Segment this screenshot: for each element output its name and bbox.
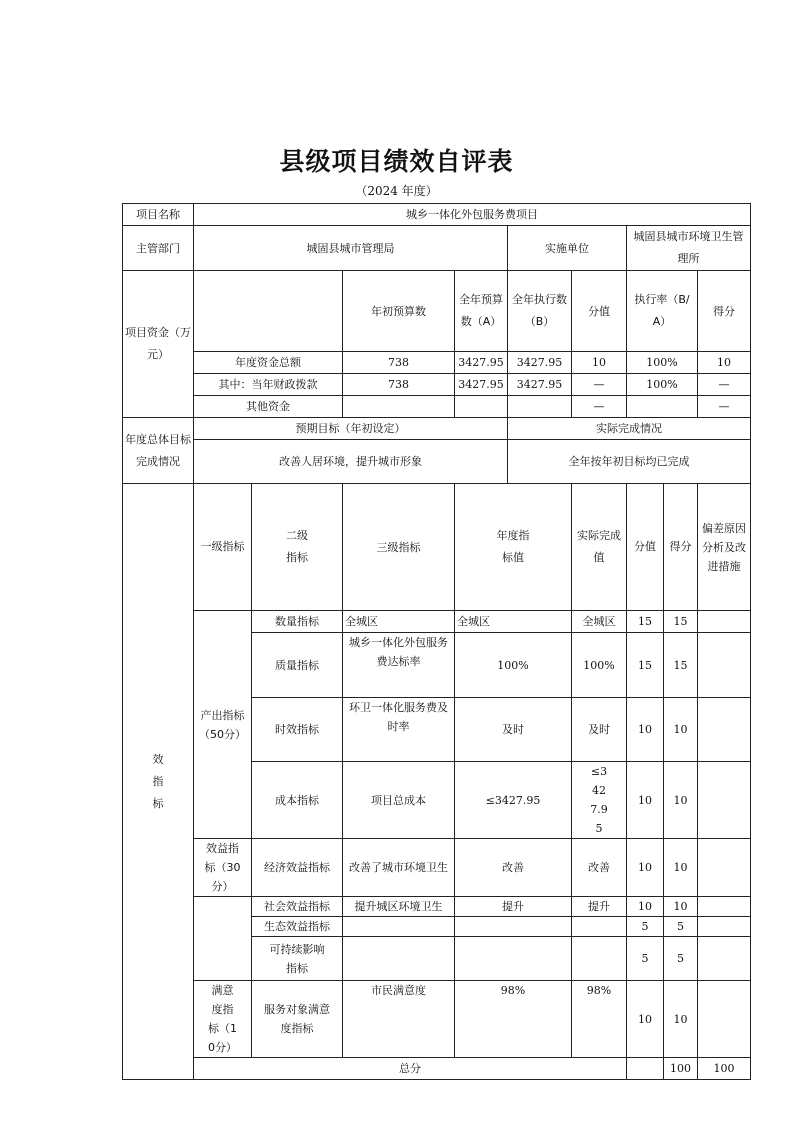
fund-row: 年度资金总额 738 3427.95 3427.95 10 100% 10 [123, 352, 751, 374]
impl-label: 实施单位 [508, 226, 627, 271]
project-name: 城乡一体化外包服务费项目 [194, 204, 751, 226]
goal-label: 年度总体目标完成情况 [123, 418, 194, 484]
year-label: （2024 年度） [355, 184, 438, 198]
full-budget-header: 全年预算数（A） [455, 271, 508, 352]
evaluation-table [122, 203, 751, 1080]
indicator-row: 产出指标（50分） 数量指标 全城区 全城区 全城区 15 15 [123, 611, 751, 633]
total-blank-cell [627, 1058, 664, 1080]
actual-goal: 全年按年初目标均已完成 [508, 440, 751, 484]
funds-label: 项目资金（万元） [123, 271, 194, 418]
indicator-row: 时效指标 环卫一体化服务费及时率 及时 及时 10 10 [123, 698, 751, 762]
fund-obtained-header: 得分 [698, 271, 751, 352]
funds-blank-header [194, 271, 343, 352]
fund-row: 其他资金 — — [123, 396, 751, 418]
benefit-indicator-label: 效益指标（30分） [194, 839, 252, 897]
l1-header: 一级指标 [194, 484, 252, 611]
output-indicator-label: 产出指标（50分） [194, 611, 252, 839]
satisfaction-indicator-label: 满意度指标（10分） [194, 981, 252, 1058]
actual-header: 实际完成值 [572, 484, 627, 611]
total-label: 总分 [194, 1058, 627, 1080]
indicator-row: 可持续影响指标 5 5 [123, 937, 751, 981]
fund-row: 其中：当年财政拨款 738 3427.95 3427.95 — 100% — [123, 374, 751, 396]
impl-value: 城固县城市环境卫生管理所 [627, 226, 751, 271]
total-score: 100 [664, 1058, 698, 1080]
actual-goal-header: 实际完成情况 [508, 418, 751, 440]
indicators-section-label: 效指标 [123, 484, 194, 1080]
project-name-label: 项目名称 [123, 204, 194, 226]
indicator-row: 社会效益指标 提升城区环境卫生 提升 提升 10 10 [123, 897, 751, 917]
reason-header: 偏差原因分析及改进措施 [698, 484, 751, 611]
exec-rate-header: 执行率（B/A） [627, 271, 698, 352]
indicator-row: 成本指标 项目总成本 ≤3427.95 ≤3427.95 10 10 [123, 762, 751, 839]
score-header: 分值 [627, 484, 664, 611]
total-row [123, 1058, 751, 1080]
l3-header: 三级指标 [343, 484, 455, 611]
obtained-header: 得分 [664, 484, 698, 611]
l2-header: 二级指标 [252, 484, 343, 611]
expected-goal: 改善人居环境，提升城市形象 [194, 440, 508, 484]
dept-value: 城固县城市管理局 [194, 226, 508, 271]
indicator-row: 质量指标 城乡一体化外包服务费达标率 100% 100% 15 15 [123, 633, 751, 698]
page-title: 县级项目绩效自评表 [279, 147, 514, 176]
indicator-row: 生态效益指标 5 5 [123, 917, 751, 937]
indicator-row: 效益指标（30分） 经济效益指标 改善了城市环境卫生 改善 改善 10 10 [123, 839, 751, 897]
executed-header: 全年执行数（B） [508, 271, 572, 352]
dept-label: 主管部门 [123, 226, 194, 271]
initial-budget-header: 年初预算数 [343, 271, 455, 352]
indicator-row: 满意度指标（10分） 服务对象满意度指标 市民满意度 98% 98% 10 10 [123, 981, 751, 1058]
expected-goal-header: 预期目标（年初设定） [194, 418, 508, 440]
target-header: 年度指标值 [455, 484, 572, 611]
benefit-blank-cell [194, 897, 252, 981]
total-obtained: 100 [698, 1058, 751, 1080]
fund-score-header: 分值 [572, 271, 627, 352]
